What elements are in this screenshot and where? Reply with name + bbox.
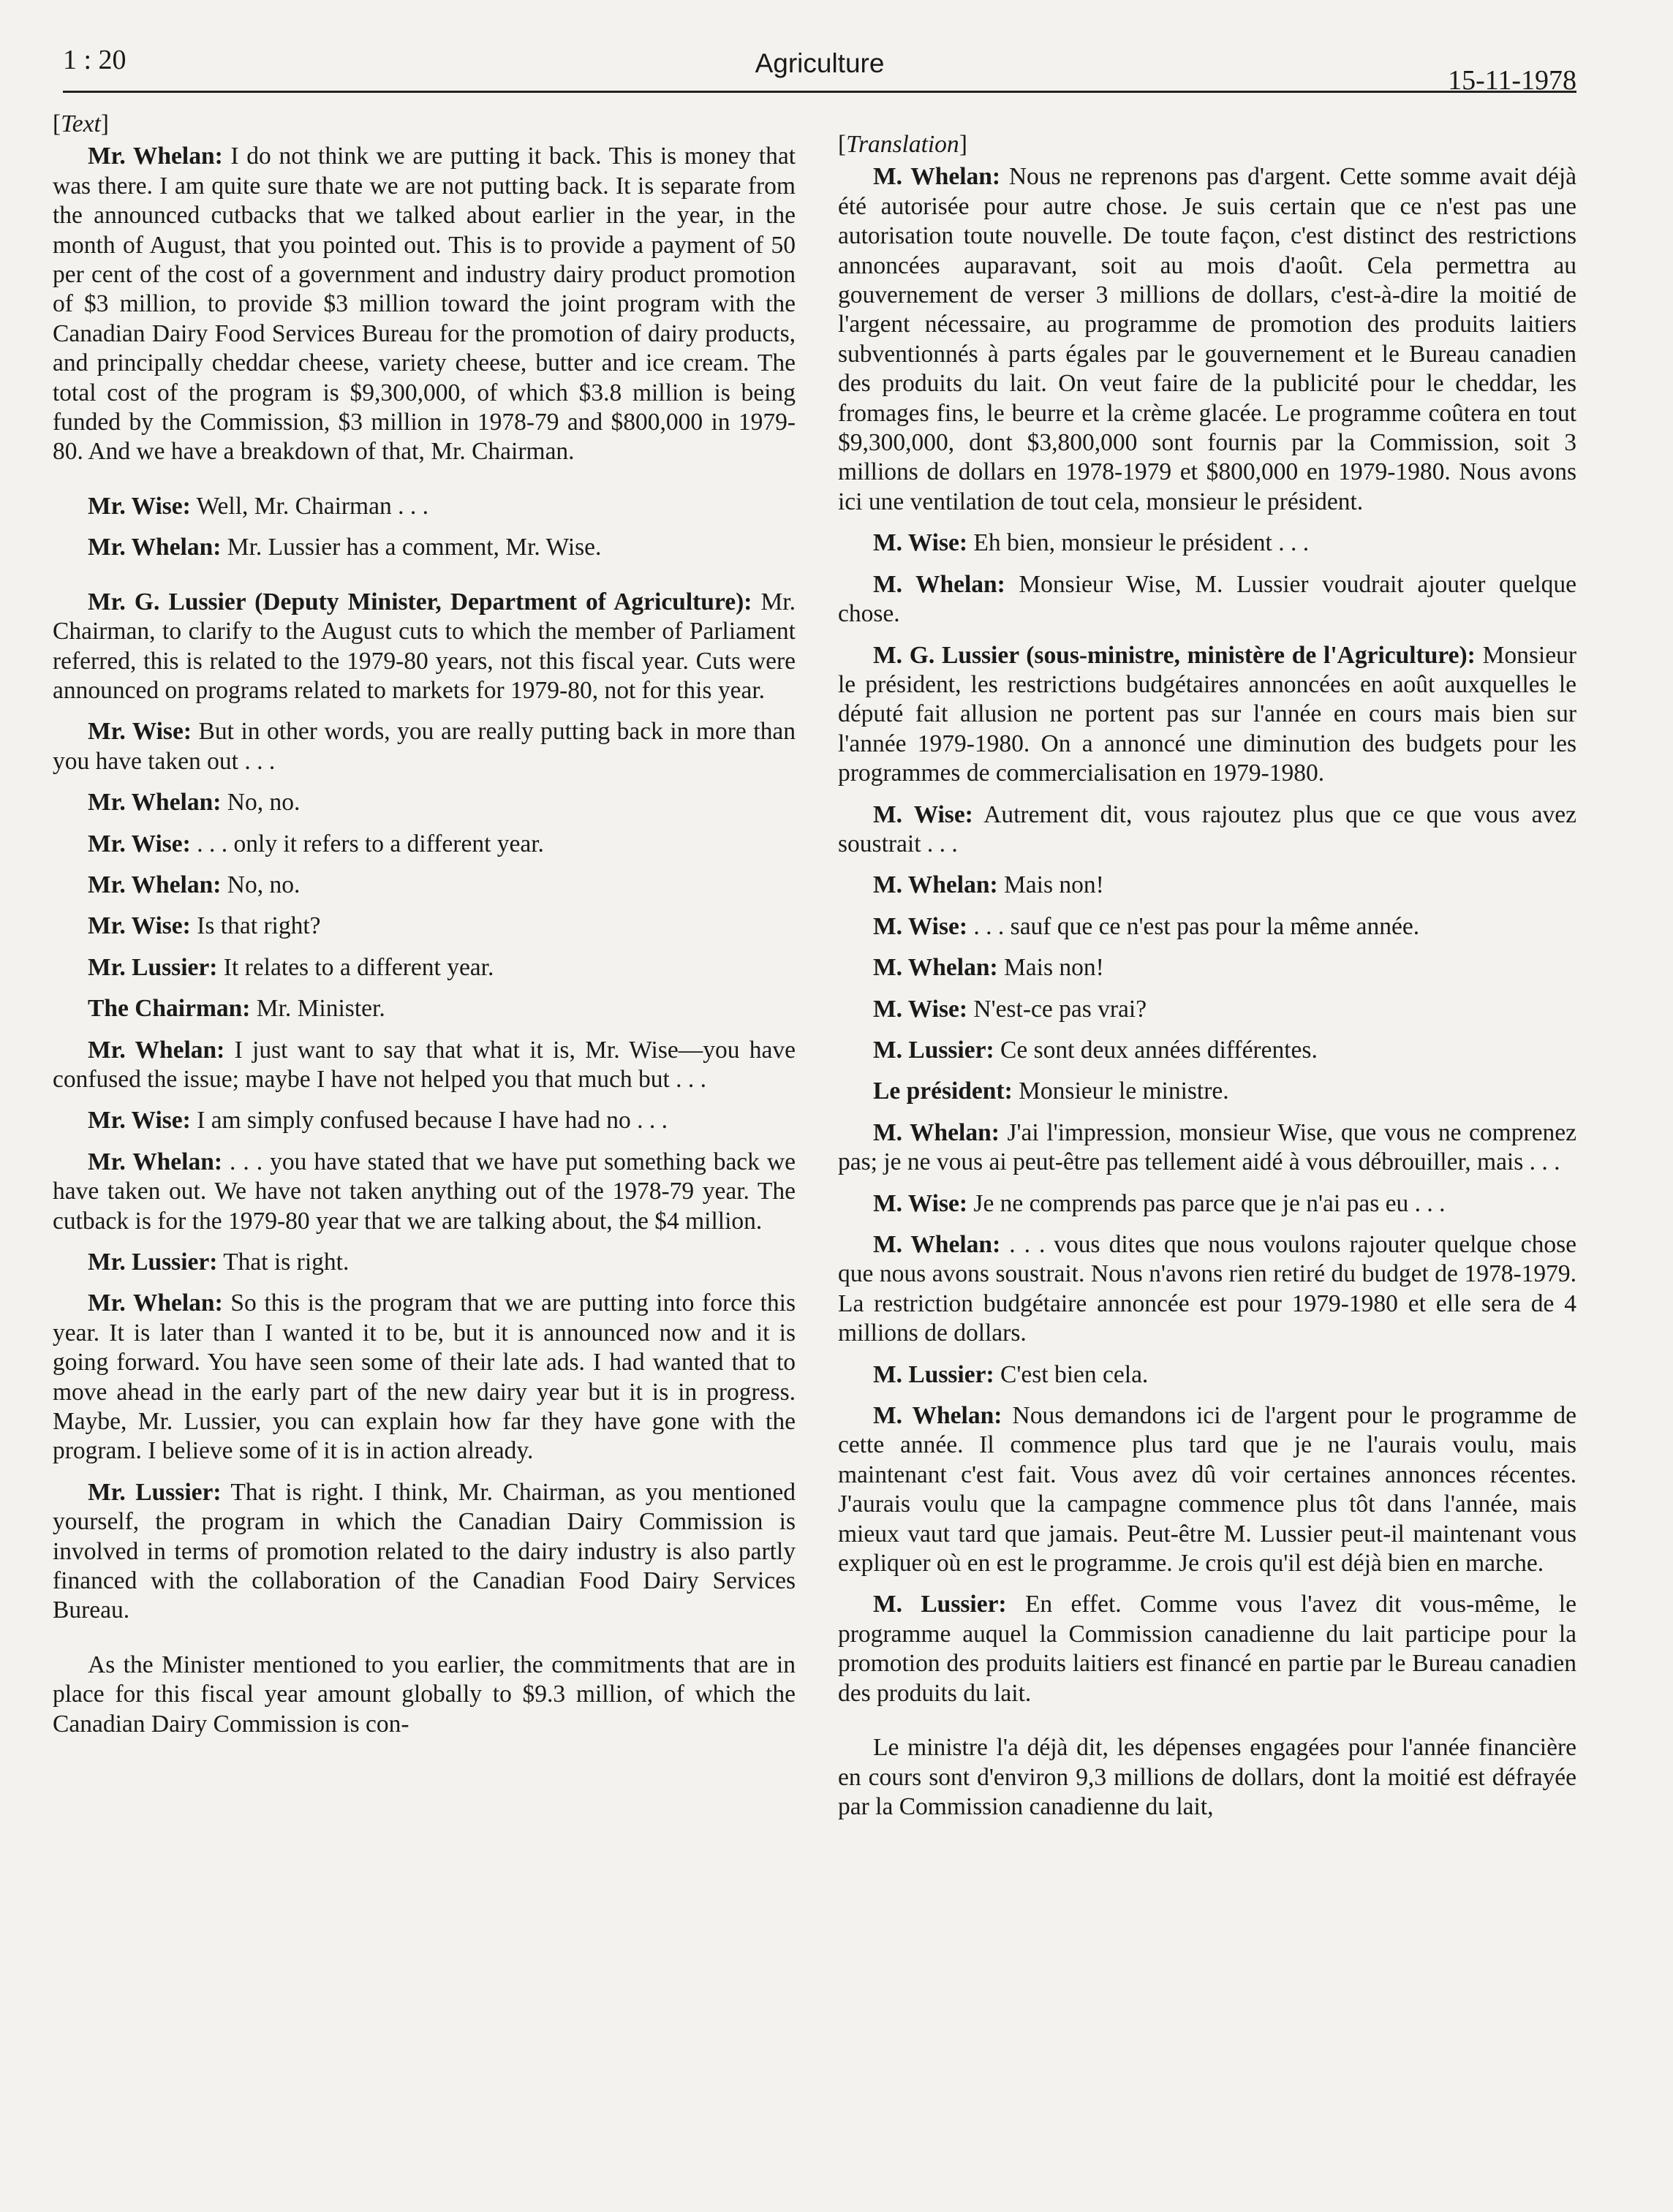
speech-text: It relates to a different year. [217,953,494,981]
transcript-paragraph [838,641,1576,789]
speech-text: Monsieur le président, les restrictions budgétaires annoncées en août auxquelles le député fait allusion ne portent pas sur l'année en cours mais bien sur l'année 1979-1980. On a annoncé une diminution des budgets pour les programmes de commercialisation en 1979-1980. [838,641,1576,787]
speaker-name: M. Wise: [873,912,968,940]
transcript-paragraph [53,717,796,776]
transcript-paragraph [838,1401,1576,1578]
transcript-paragraph [838,912,1576,942]
transcript-paragraph [53,788,796,817]
speech-text: Monsieur Wise, M. Lussier voudrait ajouter quelque chose. [838,570,1576,628]
transcript-paragraph [838,800,1576,860]
speaker-name: M. Whelan: [873,163,1001,191]
transcript-paragraph [53,912,796,941]
speech-text: As the Minister mentioned to you earlier, the commitments that are in place for this fiscal year amount globally to $9.3 million, of which the Canadian Dairy Commission is con- [53,1651,796,1738]
speaker-name: Mr. Whelan: [88,143,223,170]
transcript-paragraph [53,953,796,982]
transcript-paragraph [53,1651,796,1739]
speaker-name: Mr. Whelan: [88,534,222,561]
speaker-name: Mr. Lussier: [88,1249,218,1276]
speaker-name: M. Lussier: [873,1360,994,1388]
speech-text: Mr. Chairman, to clarify to the August cuts to which the member of Parliament referred, this is related to the 1979-80 years, not this fiscal year. Cuts were announced on programs related to markets for 1979-80, not for this year. [53,588,796,704]
section-title: Agriculture [755,48,885,78]
transcript-paragraph [53,830,796,859]
speech-text: No, no. [221,789,301,817]
transcript-paragraph [838,570,1576,629]
transcript-paragraph [838,1118,1576,1178]
column-language-tag: [Text] [53,110,109,137]
speech-text: Le ministre l'a déjà dit, les dépenses engagées pour l'année financière en cours sont d'environ 9,3 millions de dollars, dont la moitié est défrayée par la Commission canadienne du lait, [838,1734,1576,1820]
speaker-name: Mr. Wise: [88,830,191,857]
transcript-paragraph [838,1189,1576,1219]
transcript-paragraph [838,871,1576,900]
transcript-paragraph [53,1148,796,1236]
speaker-name: Mr. Wise: [88,1107,191,1135]
speech-text: En effet. Comme vous l'avez dit vous-même, le programme auquel la Commission canadienne du lait participe pour la promotion des produits laitiers est financé en partie par le Bureau canadien des produits du lait. [838,1591,1576,1707]
speaker-name: M. Wise: [873,529,968,557]
speaker-name: Mr. Lussier: [88,953,218,981]
speech-text: Mr. Minister. [250,995,385,1023]
speech-text: But in other words, you are really putting back in more than you have taken out . . . [53,718,796,775]
french-translation-column [838,130,1576,1833]
column-tag-label: Translation [846,131,959,158]
speech-text: . . . sauf que ce n'est pas pour la même année. [967,912,1420,940]
speech-text: I just want to say that what it is, Mr. Wise—you have confused the issue; maybe I have not helped you that much but . . . [53,1036,796,1093]
speech-text: Monsieur le ministre. [1012,1077,1229,1105]
speaker-name: The Chairman: [88,995,251,1023]
speech-text: Je ne comprends pas parce que je n'ai pas eu . . . [967,1189,1446,1217]
transcript-paragraph [53,1289,796,1466]
transcript-paragraph [53,492,796,521]
page-number: 1 : 20 [63,45,126,75]
speech-text: Nous demandons ici de l'argent pour le programme de cette année. Il commence plus tard que je ne l'aurais voulu, mais maintenant c'est fait. Vous avez dû voir certaines annonces récentes. J'aurais voulu que la campagne commence plus tôt dans l'année, mais mieux vaut tard que jamais. Peut-être M. Lussier peut-il maintenant vous expliquer où en est le programme. Je crois qu'il est déjà bien en marche. [838,1402,1577,1577]
speech-text: Mr. Lussier has a comment, Mr. Wise. [221,534,602,561]
speech-text: N'est-ce pas vrai? [967,995,1147,1023]
transcript-paragraph [53,533,796,562]
speech-text: . . . vous dites que nous voulons rajouter quelque chose que nous avons soustrait. Nous n'avons rien retiré du budget de 1978-1979. La restriction budgétaire annoncée est pour 1979-1980 et elle sera de 4 millions de dollars. [838,1231,1577,1347]
speaker-name: Mr. Wise: [88,718,192,746]
page-header [63,38,1576,96]
speaker-name: M. Whelan: [873,954,998,982]
speech-text: That is right. [217,1249,350,1276]
transcript-paragraph [838,162,1576,517]
speaker-name: Mr. Whelan: [88,1289,223,1317]
speech-text: No, no. [221,871,301,898]
speaker-name: Mr. Whelan: [88,1148,223,1175]
speech-text: Mais non! [997,954,1104,982]
transcript-paragraph [838,953,1576,982]
transcript-paragraph [838,1590,1576,1708]
transcript-paragraph [53,994,796,1023]
speaker-name: M. G. Lussier (sous-ministre, ministère de l'Agriculture): [873,641,1476,669]
transcript-paragraph [838,1360,1576,1390]
speech-text: I am simply confused because I have had no . . . [190,1107,668,1135]
speaker-name: M. Wise: [873,1189,968,1217]
transcript-paragraph [53,1248,796,1277]
speaker-name: Mr. Wise: [88,492,191,520]
sitting-date: 15-11-1978 [1448,65,1576,96]
speaker-name: M. Lussier: [873,1591,1007,1618]
speaker-name: M. Whelan: [873,1118,1000,1146]
transcript-paragraph [838,1077,1576,1106]
speech-text: That is right. I think, Mr. Chairman, as you mentioned yourself, the program in which the Canadian Dairy Commission is involved in terms of promotion related to the dairy industry is also partly financed with the collaboration of the Canadian Food Dairy Services Bureau. [53,1478,796,1624]
transcript-paragraph [53,588,796,706]
transcript-paragraph [838,1733,1576,1822]
speech-text: Mais non! [997,871,1104,899]
speech-text: Well, Mr. Chairman . . . [190,492,428,520]
speaker-name: M. Whelan: [873,1231,1001,1258]
speaker-name: M. Whelan: [873,1402,1002,1430]
transcript-paragraph [53,142,796,466]
speaker-name: Mr. Wise: [88,912,191,940]
speaker-name: M. Whelan: [873,570,1005,598]
speech-text: I do not think we are putting it back. This is money that was there. I am quite sure thate we are not putting back. It is separate from the announced cutbacks that we talked about earlier in the year, in the month of August, that you pointed out. This is to provide a payment of 50 per cent of the cost of a government and industry dairy product promotion of $3 million, to provide $3 million toward the joint program with the Canadian Dairy Food Services Bureau for the promotion of dairy products, and principally cheddar cheese, variety cheese, butter and ice cream. The total cost of the program is $9,300,000, of which $3.8 million is being funded by the Commission, $3 million in 1978-79 and $800,000 in 1979-80. And we have a breakdown of that, Mr. Chairman. [53,143,796,466]
speech-text: . . . you have stated that we have put something back we have taken out. We have not taken anything out of the 1978-79 year. The cutback is for the 1979-80 year that we are talking about, the $4 million. [53,1148,796,1235]
speaker-name: Mr. Whelan: [88,871,222,898]
transcript-paragraph [53,1106,796,1135]
speech-text: Autrement dit, vous rajoutez plus que ce que vous avez soustrait . . . [838,800,1576,857]
speech-text: C'est bien cela. [994,1360,1149,1388]
speaker-name: Mr. Lussier: [88,1478,222,1506]
speaker-name: Le président: [873,1077,1013,1105]
speech-text: J'ai l'impression, monsieur Wise, que vous ne comprenez pas; je ne vous ai peut-être pas tellement aidé à vous débrouiller, mais . . . [838,1118,1576,1176]
transcript-paragraph [53,1478,796,1626]
speaker-name: M. Wise: [873,995,968,1023]
speech-text: Eh bien, monsieur le président . . . [967,529,1310,557]
speaker-name: M. Lussier: [873,1036,994,1064]
transcript-paragraph [53,871,796,900]
speech-text: Ce sont deux années différentes. [994,1036,1318,1064]
transcript-paragraph [838,529,1576,558]
speaker-name: Mr. Whelan: [88,789,222,817]
transcript-paragraph [838,995,1576,1024]
speech-text: So this is the program that we are putting into force this year. It is later than I wanted it to be, but it is announced now and it is going forward. You have seen some of their late ads. I had wanted that to move ahead in the early part of the new dairy year but it is in progress. Maybe, Mr. Lussier, you can explain how far they have gone with the program. I believe some of it is in action already. [53,1289,796,1465]
speaker-name: M. Whelan: [873,871,998,899]
speech-text: Is that right? [190,912,321,940]
speech-text: . . . only it refers to a different year. [190,830,544,857]
transcript-paragraph [838,1036,1576,1065]
speech-text: Nous ne reprenons pas d'argent. Cette somme avait déjà été autorisée pour autre chose. Je suis certain que ce n'est pas une autorisation toute nouvelle. De toute façon, c'est distinct des restrictions annoncées auparavant, soit au mois d'août. Cela permettra au gouvernement de verser 3 millions de dollars, c'est-à-dire la moitié de l'argent nécessaire, au programme de promotion des produits laitiers subventionnés à parts égales par le gouvernement et le Bureau canadien des produits du lait. On veut faire de la publicité pour le cheddar, les fromages fins, le beurre et la crème glacée. Le programme coûtera en tout $9,300,000, dont $3,800,000 sont fournis par la Commission, soit 3 millions de dollars en 1978-1979 et $800,000 en 1979-1980. Nous avons ici une ventilation de tout cela, monsieur le président. [838,163,1577,515]
english-text-column [53,110,796,1751]
speaker-name: Mr. Whelan: [88,1036,225,1064]
transcript-paragraph [838,1230,1576,1349]
speaker-name: Mr. G. Lussier (Deputy Minister, Department of Agriculture): [88,588,752,616]
transcript-paragraph [53,1036,796,1095]
column-language-tag: [Translation] [838,131,967,158]
speaker-name: M. Wise: [873,800,973,828]
column-tag-label: Text [61,110,101,137]
